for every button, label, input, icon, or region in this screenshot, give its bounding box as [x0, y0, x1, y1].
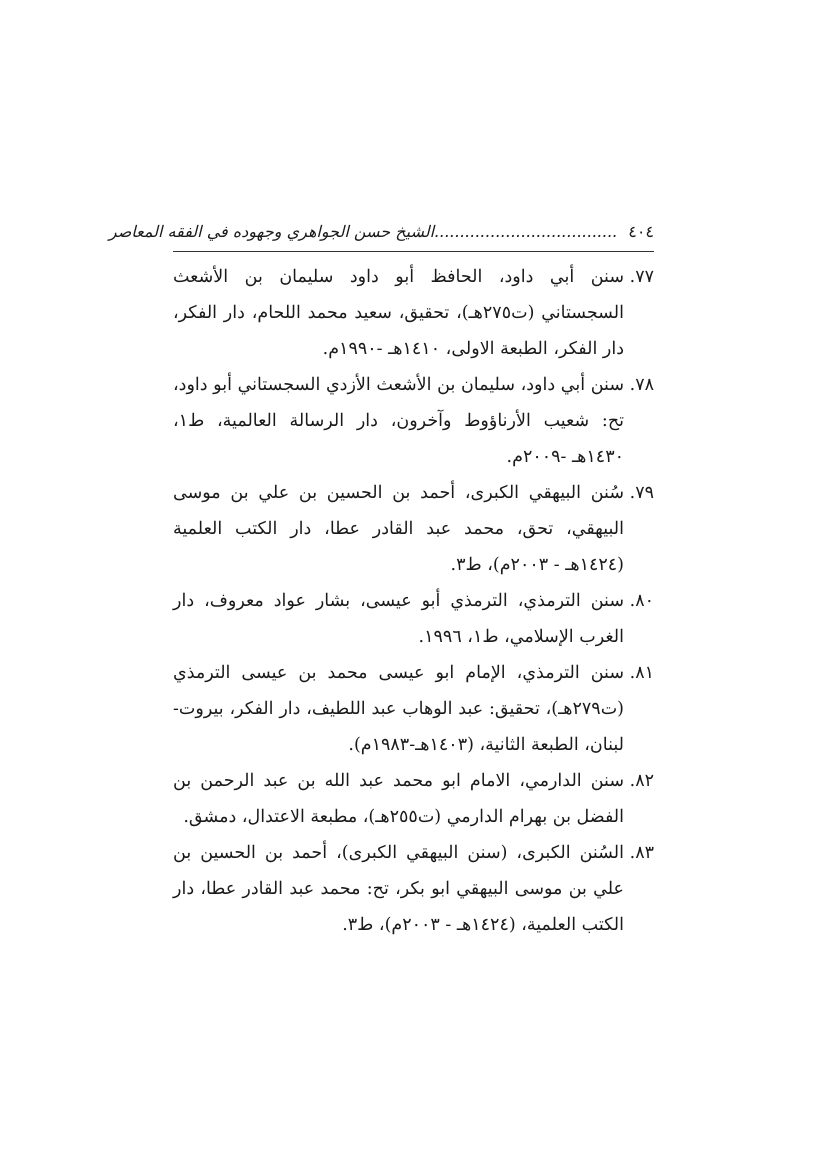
bibliography-entry-78: [173, 367, 654, 475]
entry-text: سنن أبي داود، سليمان بن الأشعث الأزدي السجستاني أبو داود، تح: شعيب الأرناؤوط وآخرون، دار الرسالة العالمية، ط١، ١٤٣٠هـ -٢٠٠٩م.: [173, 375, 624, 467]
entry-number: ٨١.: [629, 663, 654, 683]
entry-number: ٧٧.: [629, 267, 654, 287]
bibliography-entry-83: [173, 835, 654, 943]
entry-number: ٧٩.: [629, 483, 654, 503]
bibliography-entry-81: [173, 655, 654, 763]
bibliography-entry-80: [173, 583, 654, 655]
bibliography-list: [173, 259, 654, 943]
entry-number: ٨٠.: [629, 591, 654, 611]
entry-number: ٨٢.: [629, 771, 654, 791]
running-title: ....................................الشيخ حسن الجواهري وجهوده في الفقه المعاصر: [108, 222, 618, 241]
entry-text: السُنن الكبرى، (سنن البيهقي الكبرى)، أحمد بن الحسين بن علي بن موسى البيهقي ابو بكر، تح: محمد عبد القادر عطا، دار الكتب العلمية، (١٤٢٤هـ - ٢٠٠٣م)، ط٣.: [173, 843, 624, 935]
running-header: [108, 220, 654, 244]
page-number: ٤٠٤: [628, 222, 654, 241]
header-divider: [173, 251, 654, 252]
entry-number: ٧٨.: [629, 375, 654, 395]
bibliography-entry-82: [173, 763, 654, 835]
entry-text: سنن الترمذي، الترمذي أبو عيسى، بشار عواد معروف، دار الغرب الإسلامي، ط١، ١٩٩٦.: [173, 591, 624, 647]
entry-number: ٨٣.: [629, 843, 654, 863]
entry-text: سُنن البيهقي الكبرى، أحمد بن الحسين بن علي بن موسى البيهقي، تحق، محمد عبد القادر عطا، دار الكتب العلمية (١٤٢٤هـ - ٢٠٠٣م)، ط٣.: [173, 483, 624, 575]
bibliography-entry-79: [173, 475, 654, 583]
entry-text: سنن أبي داود، الحافظ أبو داود سليمان بن الأشعث السجستاني (ت٢٧٥هـ)، تحقيق، سعيد محمد اللحام، دار الفكر، دار الفكر، الطبعة الاولى، ١٤١٠هـ -١٩٩٠م.: [173, 267, 624, 359]
bibliography-entry-77: [173, 259, 654, 367]
entry-text: سنن الدارمي، الامام ابو محمد عبد الله بن عبد الرحمن بن الفضل بن بهرام الدارمي (ت٢٥٥هـ)، مطبعة الاعتدال، دمشق.: [173, 771, 624, 827]
entry-text: سنن الترمذي، الإمام ابو عيسى محمد بن عيسى الترمذي (ت٢٧٩هـ)، تحقيق: عبد الوهاب عبد اللطيف، دار الفكر، بيروت-لبنان، الطبعة الثانية، (١٤٠٣هـ-١٩٨٣م).: [173, 663, 624, 755]
